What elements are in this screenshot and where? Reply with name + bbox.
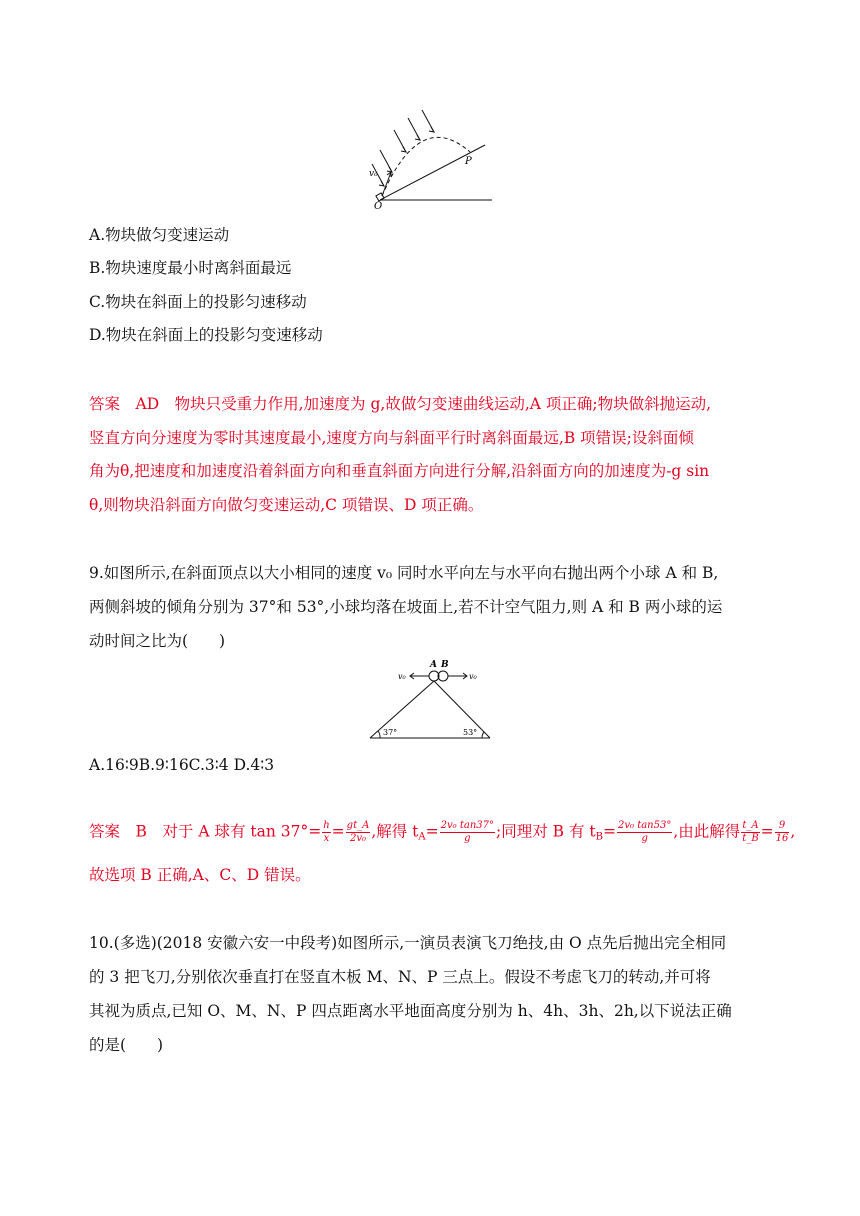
q9-equals: = <box>331 822 345 841</box>
q8-option-a: A.物块做匀变速运动 <box>89 226 230 244</box>
q9-fraction-ta <box>440 820 495 845</box>
q8-arrowhead <box>429 127 434 132</box>
q9-answer-mid-3: ,由此解得 <box>673 822 741 841</box>
q10-question-line-3: 其视为质点,已知 O、M、N、P 四点距离水平地面高度分别为 h、4h、3h、2h,以下说法正确 <box>89 1002 732 1020</box>
q9-equals: = <box>603 822 616 841</box>
q9-fraction-h-over-x <box>322 820 330 845</box>
q9-answer-mid-2: ;同理对 B 有 t <box>496 822 596 841</box>
q9-right-slope <box>434 681 490 738</box>
q9-label-a: A <box>430 660 437 670</box>
fraction-numerator: 2v₀ tan53° <box>618 820 672 831</box>
q8-arrowhead <box>379 181 384 186</box>
fraction-denominator: g <box>641 833 648 844</box>
q10-question-line-1: 10.(多选)(2018 安徽六安一中段考)如图所示,一演员表演飞刀绝技,由 O 点先后抛出完全相同 <box>89 934 727 952</box>
fraction-denominator: 2v₀ <box>349 833 367 844</box>
q8-incline-line <box>380 145 485 200</box>
q8-v0-label: v₀ <box>369 169 378 179</box>
q9-question-line-3: 动时间之比为( ) <box>89 632 226 650</box>
q8-trajectory <box>382 137 470 196</box>
fraction-denominator: 16 <box>775 833 789 844</box>
q9-subscript-b: B <box>595 831 603 843</box>
q9-figure <box>366 657 494 743</box>
q8-answer-line-1: 答案 AD 物块只受重力作用,加速度为 g,故做匀变速曲线运动,A 项正确;物块做斜抛运动, <box>89 395 712 413</box>
q8-figure <box>360 108 500 214</box>
fraction-numerator: h <box>323 820 330 831</box>
q9-left-slope <box>370 681 434 738</box>
q8-arrowhead <box>415 135 420 140</box>
q8-answer-line-2: 竖直方向分速度为零时其速度最小,速度方向与斜面平行时离斜面最远,B 项错误;设斜面倾 <box>89 429 694 447</box>
q9-answer-mid-1: ,解得 t <box>371 822 419 841</box>
q10-question-line-2: 的 3 把飞刀,分别依次垂直打在竖直木板 M、N、P 三点上。假设不考虑飞刀的转动,并可将 <box>89 968 711 986</box>
q9-fraction-ratio <box>741 820 759 845</box>
q9-v0-right-label: v₀ <box>469 672 477 681</box>
q8-answer-line-4: θ,则物块沿斜面方向做匀变速运动,C 项错误、D 项正确。 <box>89 496 484 514</box>
q8-arrowhead <box>401 147 406 152</box>
q8-p-label: P <box>465 156 472 167</box>
q9-fraction-tb <box>617 820 672 845</box>
q9-answer-line-2: 故选项 B 正确,A、C、D 错误。 <box>89 866 311 884</box>
q9-angle-right-label: 53° <box>463 728 478 737</box>
q9-fraction-9-16 <box>775 820 790 845</box>
q8-o-label: O <box>374 201 383 212</box>
fraction-denominator: x <box>323 833 330 844</box>
q8-option-b: B.物块速度最小时离斜面最远 <box>89 259 292 277</box>
fraction-numerator: 2v₀ tan37° <box>440 820 495 831</box>
fraction-numerator: t_A <box>742 820 759 831</box>
q8-option-c: C.物块在斜面上的投影匀速移动 <box>89 293 307 311</box>
q9-subscript-a: A <box>418 831 426 843</box>
q9-label-b: B <box>441 660 449 670</box>
q9-equals: = <box>760 822 774 841</box>
q9-equals: = <box>425 822 439 841</box>
q9-angle-left-label: 37° <box>383 728 398 737</box>
q9-answer-tail: , <box>790 822 796 841</box>
q9-fraction-gta-over-2v0 <box>346 820 371 845</box>
q10-question-line-4: 的是( ) <box>89 1036 164 1054</box>
q9-angle-arc-right <box>482 732 484 738</box>
q9-question-line-1: 9.如图所示,在斜面顶点以大小相同的速度 v₀ 同时水平向左与水平向右抛出两个小球 A 和 B, <box>89 564 719 582</box>
q8-option-d: D.物块在斜面上的投影匀变速移动 <box>89 326 323 344</box>
q9-question-line-2: 两侧斜坡的倾角分别为 37°和 53°,小球均落在坡面上,若不计空气阻力,则 A 和 B 两小球的运 <box>89 598 723 616</box>
fraction-denominator: t_B <box>742 833 759 844</box>
fraction-denominator: g <box>464 833 471 844</box>
q9-answer-line-1 <box>89 820 795 849</box>
fraction-numerator: gt_A <box>346 820 370 831</box>
q9-angle-arc-left <box>378 731 380 738</box>
q9-answer-prefix: 答案 B 对于 A 球有 tan 37°= <box>89 822 322 841</box>
fraction-numerator: 9 <box>775 820 790 833</box>
q9-v0-left-label: v₀ <box>398 672 406 681</box>
q8-answer-line-3: 角为θ,把速度和加速度沿着斜面方向和垂直斜面方向进行分解,沿斜面方向的加速度为-g sin <box>89 462 710 480</box>
q9-options: A.16∶9B.9∶16C.3∶4 D.4∶3 <box>89 756 275 774</box>
